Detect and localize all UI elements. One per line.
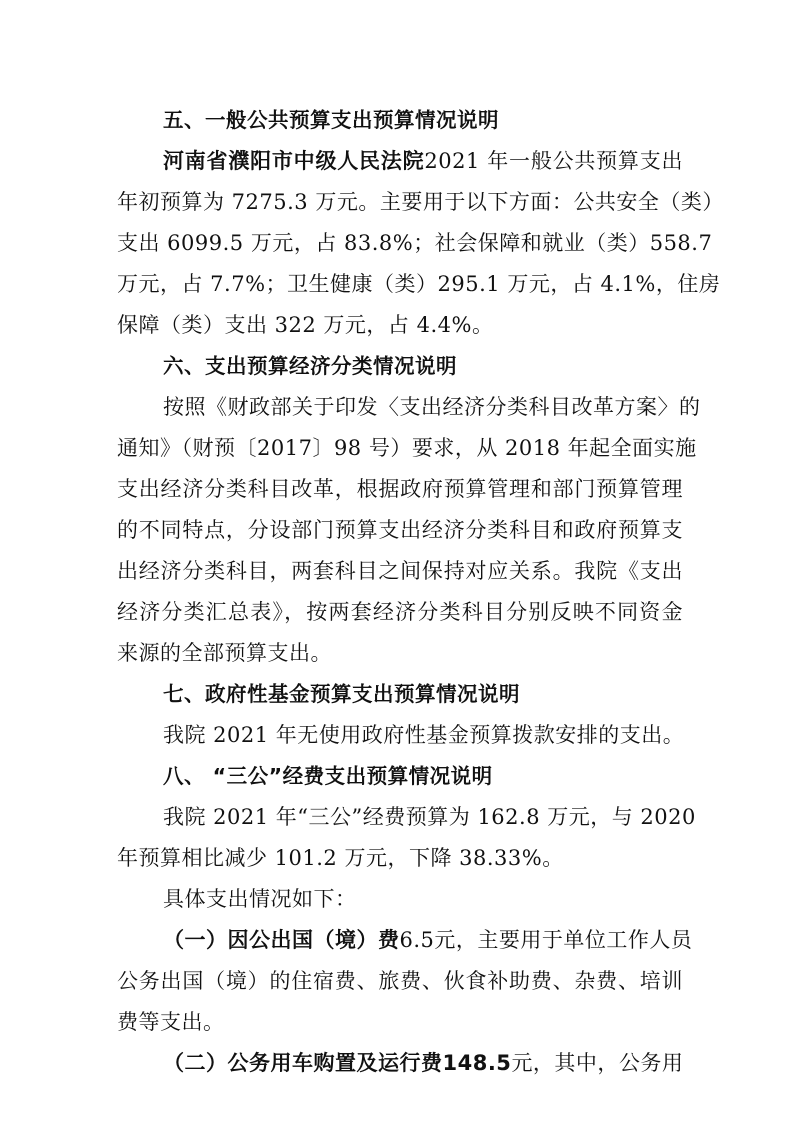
- paragraph-line: 我院 2021 年“三公”经费预算为 162.8 万元，与 2020: [163, 805, 696, 829]
- paragraph-line: 按照《财政部关于印发〈支出经济分类科目改革方案〉的: [163, 395, 701, 419]
- paragraph-line: 费等支出。: [117, 1010, 225, 1034]
- paragraph-line: 支出 6099.5 万元，占 83.8%；社会保障和就业（类）558.7: [117, 231, 713, 255]
- paragraph-line: 来源的全部预算支出。: [117, 641, 332, 665]
- paragraph-line: 通知》（财预〔2017〕98 号）要求，从 2018 年起全面实施: [117, 436, 697, 460]
- paragraph-line: 年预算相比减少 101.2 万元，下降 38.33%。: [117, 846, 564, 870]
- item-label: （一）因公出国（境）费: [163, 928, 400, 952]
- paragraph-line: 支出经济分类科目改革，根据政府预算管理和部门预算管理: [117, 477, 683, 501]
- paragraph-line: 我院 2021 年无使用政府性基金预算拨款安排的支出。: [163, 723, 685, 747]
- paragraph-line: 具体支出情况如下：: [163, 887, 357, 911]
- section-heading-6: 六、支出预算经济分类情况说明: [163, 354, 457, 378]
- text-span: 元，其中，公务用: [511, 1051, 684, 1075]
- paragraph-line: 的不同特点，分设部门预算支出经济分类科目和政府预算支: [117, 518, 683, 542]
- paragraph-line: 万元，占 7.7%；卫生健康（类）295.1 万元，占 4.1%，住房: [117, 272, 721, 296]
- paragraph-line: [163, 1050, 683, 1076]
- section-heading-7: 七、政府性基金预算支出预算情况说明: [163, 682, 520, 706]
- section-heading-5: 五、一般公共预算支出预算情况说明: [163, 108, 499, 132]
- paragraph-line: 年初预算为 7275.3 万元。主要用于以下方面：公共安全（类）: [117, 190, 724, 214]
- paragraph-line: 出经济分类科目，两套科目之间保持对应关系。我院《支出: [117, 559, 683, 583]
- paragraph-line: [163, 148, 683, 174]
- paragraph-line: [163, 927, 693, 953]
- text-span: 6.5元，主要用于单位工作人员: [399, 928, 693, 952]
- paragraph-line: 公务出国（境）的住宿费、旅费、伙食补助费、杂费、培训: [117, 969, 683, 993]
- paragraph-line: 经济分类汇总表》，按两套经济分类科目分别反映不同资金: [117, 600, 683, 624]
- court-name: 河南省濮阳市中级人民法院: [163, 149, 425, 173]
- text-span: 2021 年一般公共预算支出: [424, 149, 683, 173]
- paragraph-line: 保障（类）支出 322 万元，占 4.4%。: [117, 313, 494, 337]
- section-heading-8: 八、 “三公”经费支出预算情况说明: [163, 764, 493, 788]
- item-label: （二）公务用车购置及运行费148.5: [163, 1051, 512, 1075]
